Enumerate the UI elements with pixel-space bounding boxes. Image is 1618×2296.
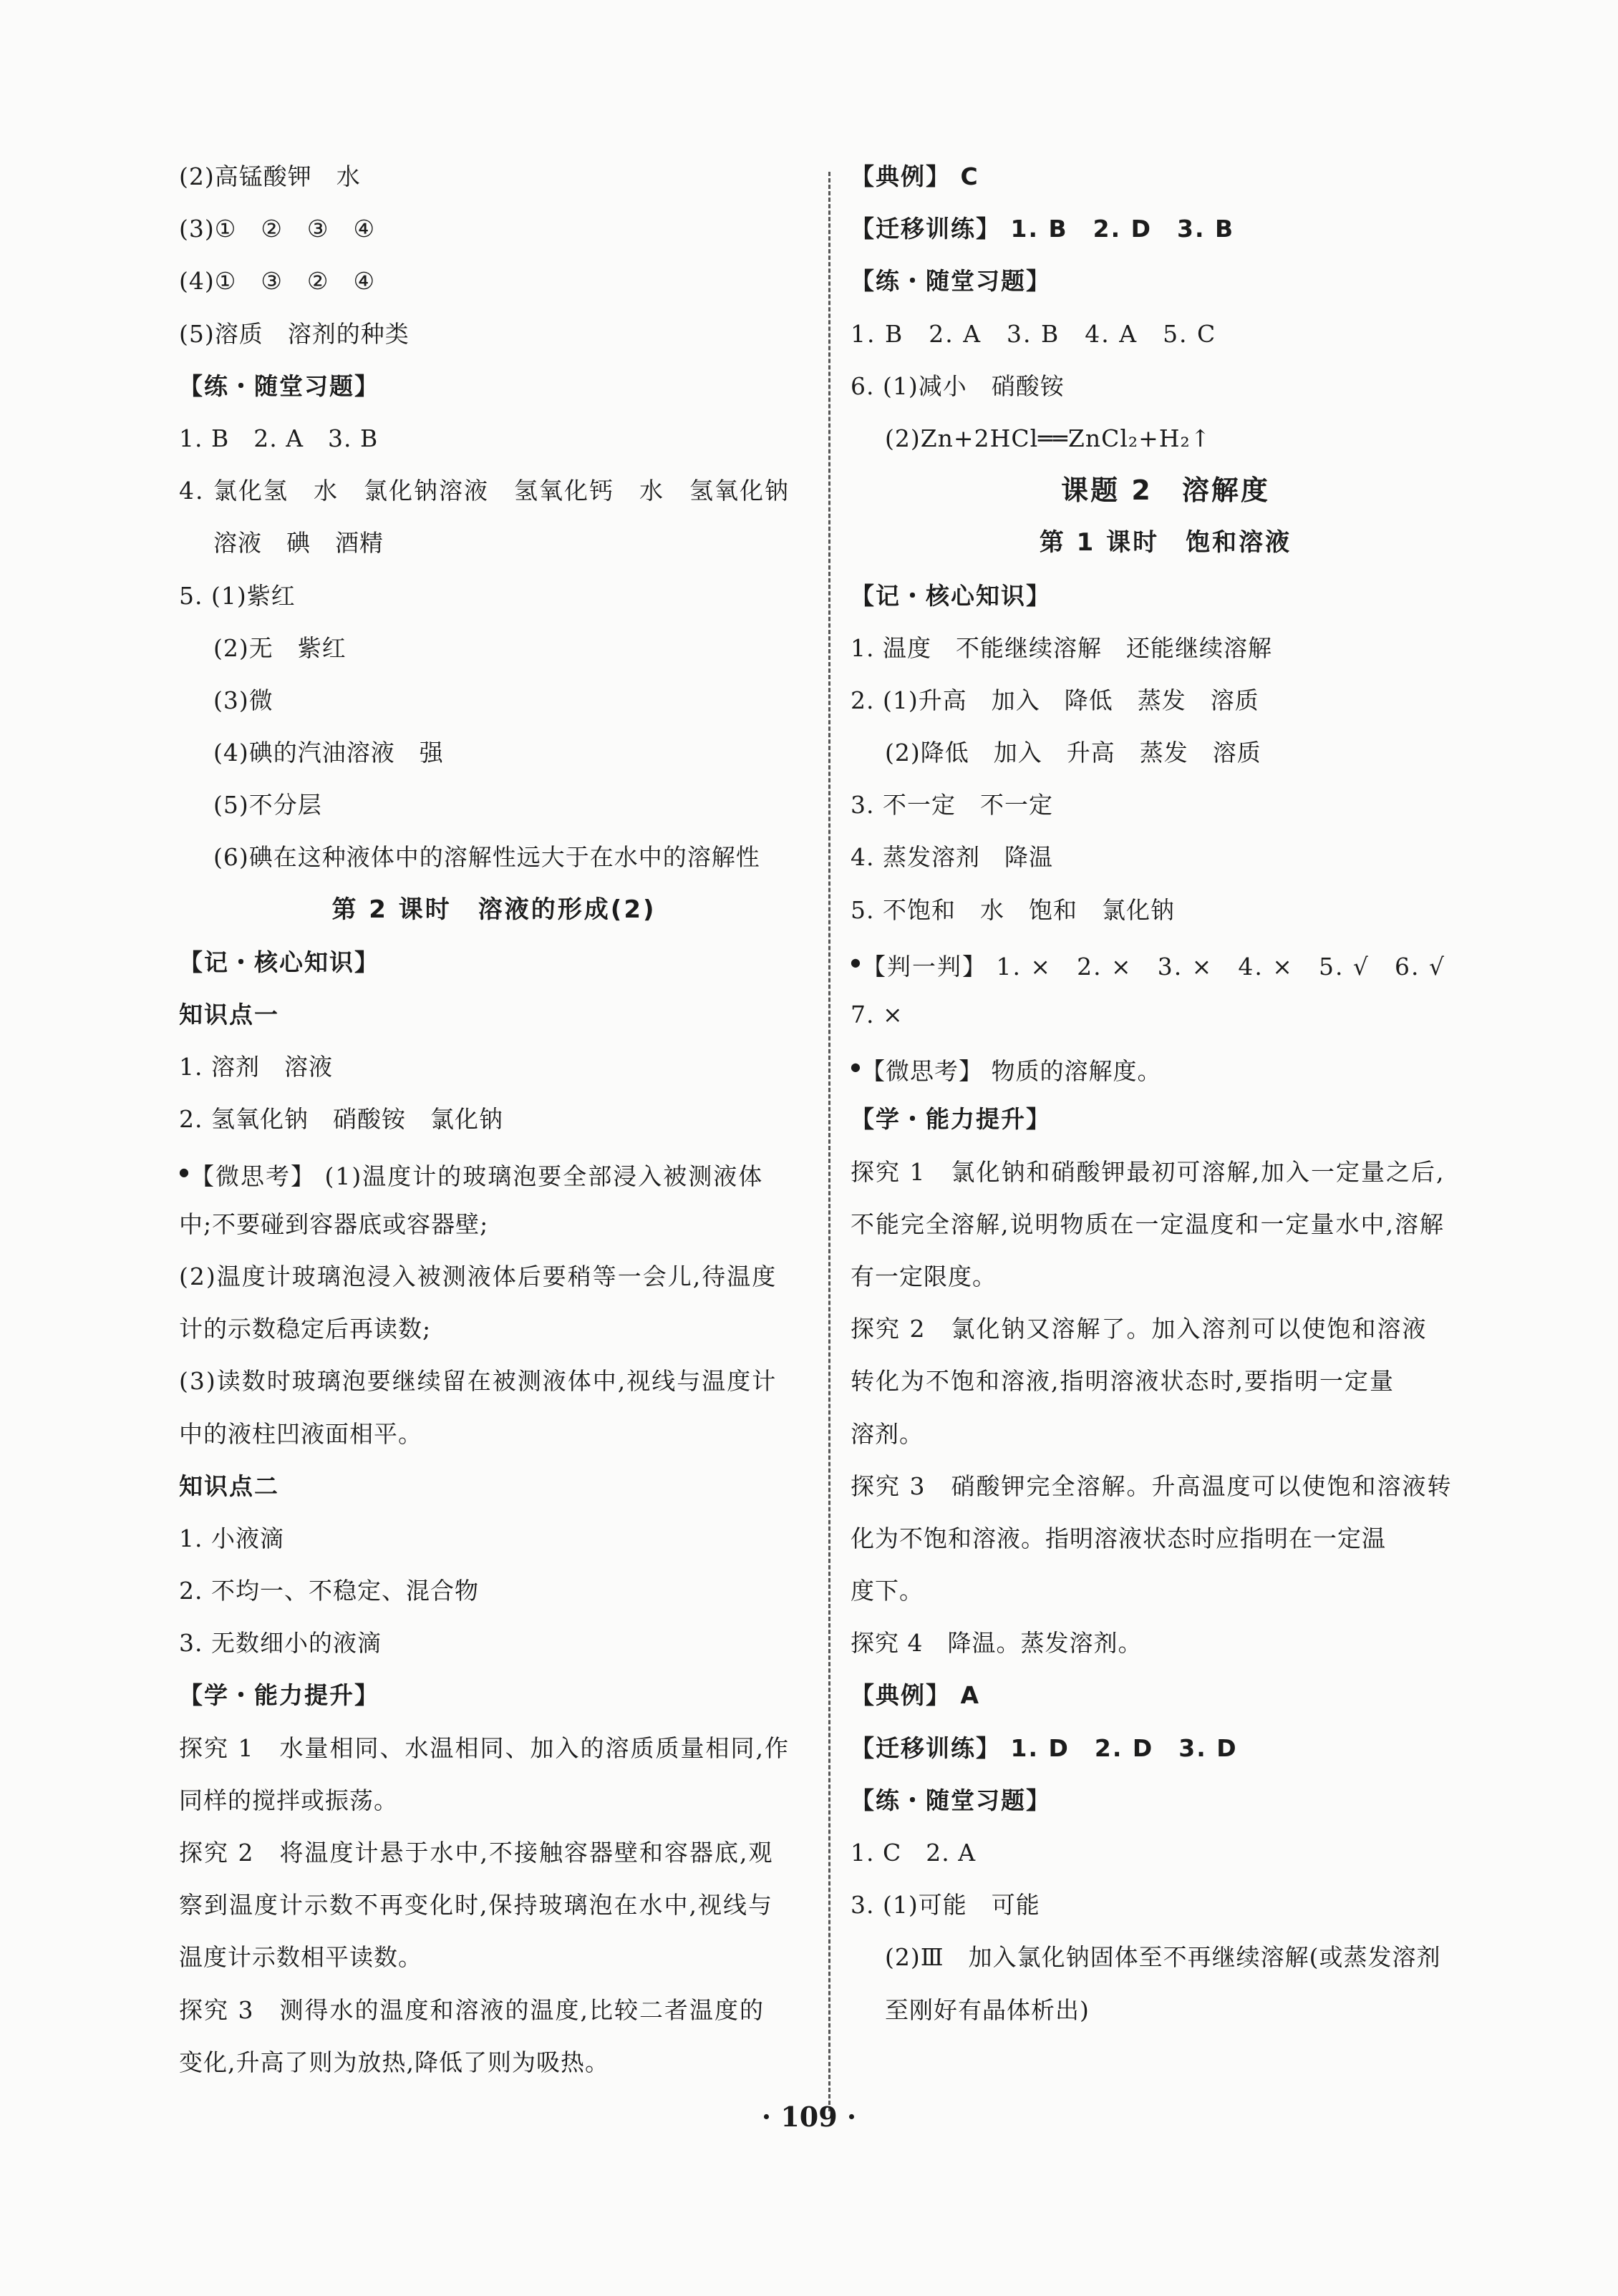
bullet-icon: ● — [179, 1164, 190, 1179]
left-line — [179, 1879, 809, 1931]
line-text: 知识点一 — [179, 1001, 279, 1028]
line-text: (4)① ③ ② ④ — [179, 267, 376, 296]
line-text: 探究 3 测得水的温度和溶液的温度,比较二者温度的 — [179, 1995, 765, 2024]
right-line — [851, 1565, 1481, 1617]
line-text: (5)不分层 — [213, 791, 322, 819]
right-line — [851, 1984, 1481, 2036]
line-text: 【典例】 C — [851, 162, 979, 190]
line-text: 3. (1)可能 可能 — [851, 1891, 1040, 1920]
left-line — [179, 779, 809, 831]
line-text: 2. 氢氧化钠 硝酸铵 氯化钠 — [179, 1105, 503, 1134]
line-text: 第 2 课时 溶液的形成(2) — [331, 895, 657, 924]
left-line — [179, 517, 809, 569]
line-text: (2)无 紫红 — [213, 633, 347, 662]
right-line — [851, 1146, 1481, 1198]
line-text: 3. 无数细小的液滴 — [179, 1629, 382, 1658]
line-text: 知识点二 — [179, 1472, 279, 1500]
line-text: 探究 1 氯化钠和硝酸钾最初可溶解,加入一定量之后, — [851, 1157, 1445, 1186]
left-line — [179, 831, 809, 883]
right-line — [851, 1826, 1481, 1879]
bullet-icon: ● — [851, 1060, 861, 1074]
left-line — [179, 1512, 809, 1565]
line-text: (3)读数时玻璃泡要继续留在被测液体中,视线与温度计 — [179, 1367, 777, 1396]
left-line — [179, 1931, 809, 1983]
line-text: 【迁移训练】 1. D 2. D 3. D — [851, 1733, 1238, 1762]
left-line — [179, 1146, 809, 1198]
right-line — [851, 1198, 1481, 1250]
line-text: (2)Ⅲ 加入氯化钠固体至不再继续溶解(或蒸发溶剂 — [885, 1943, 1441, 1972]
line-text: 【学・能力提升】 — [179, 1681, 379, 1710]
line-text: 1. B 2. A 3. B 4. A 5. C — [851, 319, 1217, 348]
right-line — [851, 674, 1481, 726]
left-line — [179, 360, 809, 412]
right-line — [851, 203, 1481, 255]
right-line — [851, 726, 1481, 779]
right-line — [851, 570, 1481, 622]
line-text: 溶剂。 — [851, 1419, 924, 1448]
column-divider — [828, 172, 830, 2111]
line-text: 不能完全溶解,说明物质在一定温度和一定量水中,溶解 — [851, 1210, 1445, 1238]
left-line — [179, 203, 809, 255]
left-line — [179, 412, 809, 464]
line-text: (5)溶质 溶剂的种类 — [179, 319, 410, 348]
line-text: 察到温度计示数不再变化时,保持玻璃泡在水中,视线与 — [179, 1891, 773, 1920]
line-text: 同样的搅拌或振荡。 — [179, 1786, 398, 1814]
line-text: 4. 蒸发溶剂 降温 — [851, 843, 1053, 872]
left-line — [179, 1041, 809, 1093]
line-text: 1. 溶剂 溶液 — [179, 1053, 333, 1081]
left-line — [179, 1250, 809, 1303]
right-line — [851, 779, 1481, 831]
right-line — [851, 1408, 1481, 1460]
left-line — [179, 1826, 809, 1879]
line-text: 探究 1 水量相同、水温相同、加入的溶质质量相同,作 — [179, 1733, 790, 1762]
left-line — [179, 1093, 809, 1145]
line-text: (6)碘在这种液体中的溶解性远大于在水中的溶解性 — [213, 843, 760, 872]
right-line — [851, 936, 1481, 988]
line-text: 4. 氯化氢 水 氯化钠溶液 氢氧化钙 水 氢氧化钠 — [179, 477, 790, 505]
right-line — [851, 1774, 1481, 1826]
line-text: 7. × — [851, 1001, 904, 1028]
left-line — [179, 1617, 809, 1669]
left-line — [179, 1565, 809, 1617]
line-text: 【练・随堂习题】 — [851, 267, 1051, 296]
line-text: (2)降低 加入 升高 蒸发 溶质 — [885, 739, 1261, 767]
left-line — [179, 1198, 809, 1250]
line-text: (4)碘的汽油溶液 强 — [213, 739, 444, 767]
line-text: 1. 小液滴 — [179, 1524, 284, 1552]
left-line — [179, 308, 809, 360]
line-text: 1. C 2. A — [851, 1839, 977, 1867]
right-line — [851, 1250, 1481, 1303]
line-text: 中;不要碰到容器底或容器壁; — [179, 1210, 489, 1238]
line-text: (3)微 — [213, 686, 273, 714]
line-text: 探究 3 硝酸钾完全溶解。升高温度可以使饱和溶液转 — [851, 1472, 1453, 1500]
line-text: 【学・能力提升】 — [851, 1105, 1051, 1134]
line-text: 6. (1)减小 硝酸铵 — [851, 371, 1065, 400]
line-text: 转化为不饱和溶液,指明溶液状态时,要指明一定量 — [851, 1367, 1395, 1396]
right-line — [851, 517, 1481, 569]
line-text: 第 1 课时 饱和溶液 — [1039, 528, 1292, 558]
left-line — [179, 726, 809, 779]
line-text: 【迁移训练】 1. B 2. D 3. B — [851, 215, 1235, 243]
line-text: (2)高锰酸钾 水 — [179, 162, 361, 190]
left-line — [179, 1669, 809, 1721]
bullet-icon: ● — [851, 955, 862, 969]
right-line — [851, 360, 1481, 412]
line-text: 课题 2 溶解度 — [1061, 475, 1270, 507]
line-text: 至刚好有晶体析出) — [885, 1995, 1090, 2024]
line-text: 变化,升高了则为放热,降低了则为吸热。 — [179, 2048, 609, 2076]
left-line — [179, 150, 809, 203]
left-line — [179, 1303, 809, 1355]
right-line — [851, 884, 1481, 936]
right-line — [851, 464, 1481, 517]
line-text: 探究 2 将温度计悬于水中,不接触容器壁和容器底,观 — [179, 1839, 774, 1867]
line-text: 探究 4 降温。蒸发溶剂。 — [851, 1629, 1143, 1658]
line-text: 温度计示数相平读数。 — [179, 1943, 422, 1972]
line-text: 度下。 — [851, 1577, 924, 1605]
left-line — [179, 255, 809, 307]
line-text: 【记・核心知识】 — [851, 581, 1051, 610]
right-line — [851, 1931, 1481, 1983]
right-line — [851, 1722, 1481, 1774]
line-text: 2. 不均一、不稳定、混合物 — [179, 1577, 479, 1605]
left-line — [179, 622, 809, 674]
line-text: 5. (1)紫红 — [179, 581, 296, 610]
line-text: 2. (1)升高 加入 降低 蒸发 溶质 — [851, 686, 1259, 714]
left-line — [179, 464, 809, 517]
right-line — [851, 1355, 1481, 1407]
right-line — [851, 1512, 1481, 1565]
line-text: 3. 不一定 不一定 — [851, 791, 1053, 819]
line-text: 计的示数稳定后再读数; — [179, 1315, 432, 1343]
right-line — [851, 412, 1481, 464]
line-text: 溶液 碘 酒精 — [213, 529, 384, 558]
right-line — [851, 1041, 1481, 1093]
line-text: 探究 2 氯化钠又溶解了。加入溶剂可以使饱和溶液 — [851, 1315, 1428, 1343]
left-line — [179, 570, 809, 622]
left-line — [179, 1408, 809, 1460]
line-text: 【典例】 A — [851, 1681, 981, 1710]
line-text: (2)温度计玻璃泡浸入被测液体后要稍等一会儿,待温度 — [179, 1262, 777, 1290]
left-line — [179, 1774, 809, 1826]
line-text: (2)Zn+2HCl══ZnCl₂+H₂↑ — [885, 424, 1211, 452]
right-line — [851, 1460, 1481, 1512]
right-line — [851, 988, 1481, 1041]
line-text: 5. 不饱和 水 饱和 氯化钠 — [851, 895, 1175, 924]
line-text: (3)① ② ③ ④ — [179, 215, 376, 243]
line-text: 【记・核心知识】 — [179, 948, 379, 976]
line-text: 有一定限度。 — [851, 1262, 997, 1290]
right-line — [851, 622, 1481, 674]
right-line — [851, 1303, 1481, 1355]
right-line — [851, 831, 1481, 883]
line-text: 【练・随堂习题】 — [851, 1786, 1051, 1814]
line-text: 【判一判】 1. × 2. × 3. × 4. × 5. √ 6. √ — [861, 952, 1445, 981]
right-column — [851, 150, 1481, 2036]
line-text: 化为不饱和溶液。指明溶液状态时应指明在一定温 — [851, 1524, 1386, 1552]
left-line — [179, 2036, 809, 2088]
right-line — [851, 1879, 1481, 1931]
left-line — [179, 1355, 809, 1407]
line-text: 【微思考】 (1)温度计的玻璃泡要全部浸入被测液体 — [190, 1162, 764, 1190]
left-line — [179, 884, 809, 936]
right-line — [851, 1617, 1481, 1669]
left-line — [179, 988, 809, 1041]
right-line — [851, 1093, 1481, 1145]
left-line — [179, 1722, 809, 1774]
line-text: 【微思考】 物质的溶解度。 — [861, 1057, 1162, 1086]
right-line — [851, 255, 1481, 307]
left-line — [179, 1460, 809, 1512]
left-line — [179, 936, 809, 988]
line-text: 中的液柱凹液面相平。 — [179, 1419, 422, 1448]
right-line — [851, 150, 1481, 203]
left-line — [179, 1984, 809, 2036]
left-line — [179, 674, 809, 726]
page-number: · 109 · — [761, 2101, 857, 2133]
line-text: 【练・随堂习题】 — [179, 371, 379, 400]
line-text: 1. 温度 不能继续溶解 还能继续溶解 — [851, 633, 1272, 662]
right-line — [851, 308, 1481, 360]
right-line — [851, 1669, 1481, 1721]
left-column — [179, 150, 809, 2088]
line-text: 1. B 2. A 3. B — [179, 424, 379, 452]
